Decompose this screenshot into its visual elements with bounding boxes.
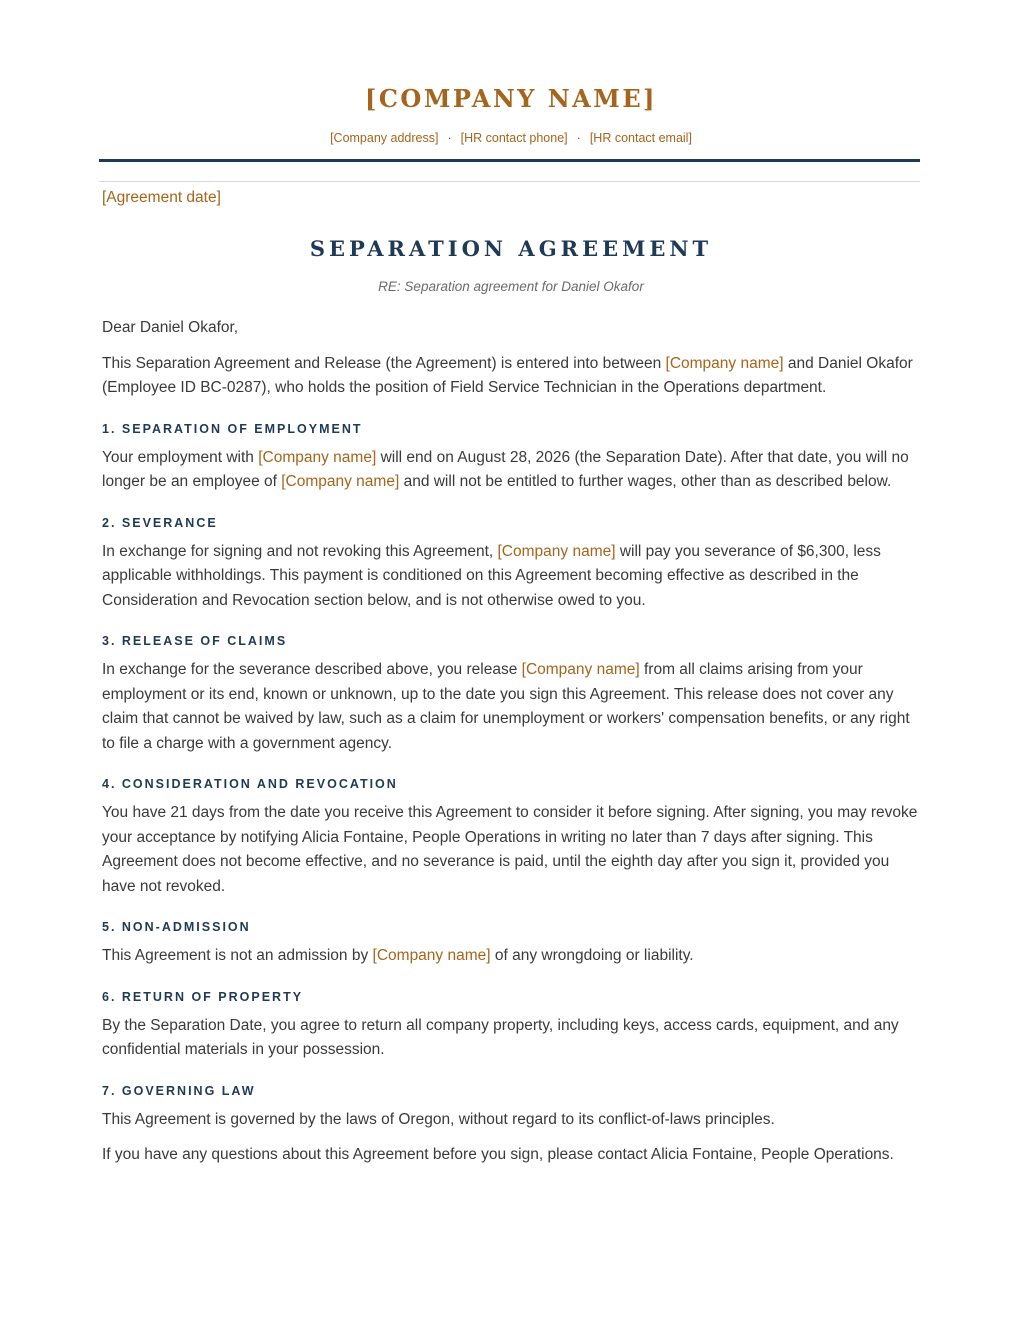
contact-line — [102, 130, 920, 146]
section-text: In exchange for the severance described above, you release — [102, 661, 522, 678]
contact-separator: · — [447, 131, 452, 145]
section-text: will pay you severance of $6,300, less applicable withholdings. This payment is conditioned on this Agreement becoming effective as described in the Consideration and Revocation section below, and is not otherwise owed to you. — [102, 542, 881, 609]
section-title-release-of-claims: 3. RELEASE OF CLAIMS — [102, 634, 288, 648]
intro-paragraph — [102, 352, 920, 401]
section-text-governing-law: This Agreement is governed by the laws of Oregon, without regard to its conflict-of-laws principles. — [102, 1110, 775, 1128]
section-text-severance — [102, 540, 920, 614]
agreement-date: [Agreement date] — [102, 189, 221, 206]
section-text: In exchange for signing and not revoking this Agreement, — [102, 542, 498, 560]
section-text: Your employment with — [102, 448, 259, 466]
section-text-non-admission — [102, 944, 920, 969]
section-text: of any wrongdoing or liability. — [490, 947, 694, 964]
hr-contact-phone: [HR contact phone] — [460, 131, 568, 145]
company-name-placeholder: [Company name] — [665, 354, 784, 372]
section-text-consideration-and-revocation: You have 21 days from the date you receive this Agreement to consider it before signing. After signing, you may revoke your acceptance by notifying Alicia Fontaine, People Operations in writing no later than 7 days after signing. This Agreement does not become effective, and no severance is paid, until the eighth day after you sign it, provided you have not revoked. — [102, 804, 918, 895]
company-name-placeholder: [Company name] — [497, 542, 616, 560]
company-name-placeholder: [Company name] — [372, 947, 491, 964]
section-title-separation-of-employment: 1. SEPARATION OF EMPLOYMENT — [102, 421, 363, 436]
document-title: SEPARATION AGREEMENT — [309, 236, 713, 261]
section-title-governing-law: 7. GOVERNING LAW — [102, 1083, 256, 1098]
header-divider-thick — [99, 159, 920, 162]
section-text: This Agreement is not an admission by — [102, 947, 373, 964]
company-name-placeholder: [Company name] — [258, 448, 377, 466]
section-title-return-of-property: 6. RETURN OF PROPERTY — [102, 989, 304, 1004]
company-name: [COMPANY NAME] — [364, 84, 658, 113]
section-text: from all claims arising from your employment or its end, known or unknown, up to the date you sign this Agreement. This release does not cover any claim that cannot be waived by law, such as a claim for unemployment or workers' compensation benefits, or any right to file a charge with a government agency. — [102, 661, 910, 752]
intro-text: and Daniel Okafor (Employee ID BC-0287), who holds the position of Field Service Technician in the Operations department. — [102, 354, 913, 396]
section-title-consideration-and-revocation: 4. CONSIDERATION AND REVOCATION — [102, 777, 398, 791]
salutation: Dear Daniel Okafor, — [102, 319, 239, 336]
letterhead — [102, 0, 920, 146]
section-text: will end on August 28, 2026 (the Separation Date). After that date, you will no longer be an employee of — [102, 448, 909, 490]
header-divider-thin — [99, 181, 920, 182]
section-text-separation-of-employment — [102, 446, 920, 495]
intro-text: This Separation Agreement and Release (the Agreement) is entered into between — [102, 354, 666, 372]
section-text-return-of-property: By the Separation Date, you agree to return all company property, including keys, access cards, equipment, and any confidential materials in your possession. — [102, 1016, 899, 1058]
section-text-release-of-claims — [102, 658, 920, 756]
hr-contact-email: [HR contact email] — [589, 131, 692, 145]
company-address: [Company address] — [330, 131, 439, 145]
company-name-placeholder: [Company name] — [281, 473, 400, 490]
section-title-non-admission: 5. NON-ADMISSION — [102, 920, 251, 934]
re-line: RE: Separation agreement for Daniel Okafor — [378, 279, 644, 294]
contact-separator: · — [576, 131, 581, 145]
company-name-placeholder: [Company name] — [521, 661, 640, 678]
section-title-severance: 2. SEVERANCE — [102, 515, 218, 530]
section-text: and will not be entitled to further wages, other than as described below. — [399, 473, 892, 490]
closing-paragraph: If you have any questions about this Agreement before you sign, please contact Alicia Fontaine, People Operations. — [102, 1146, 894, 1163]
